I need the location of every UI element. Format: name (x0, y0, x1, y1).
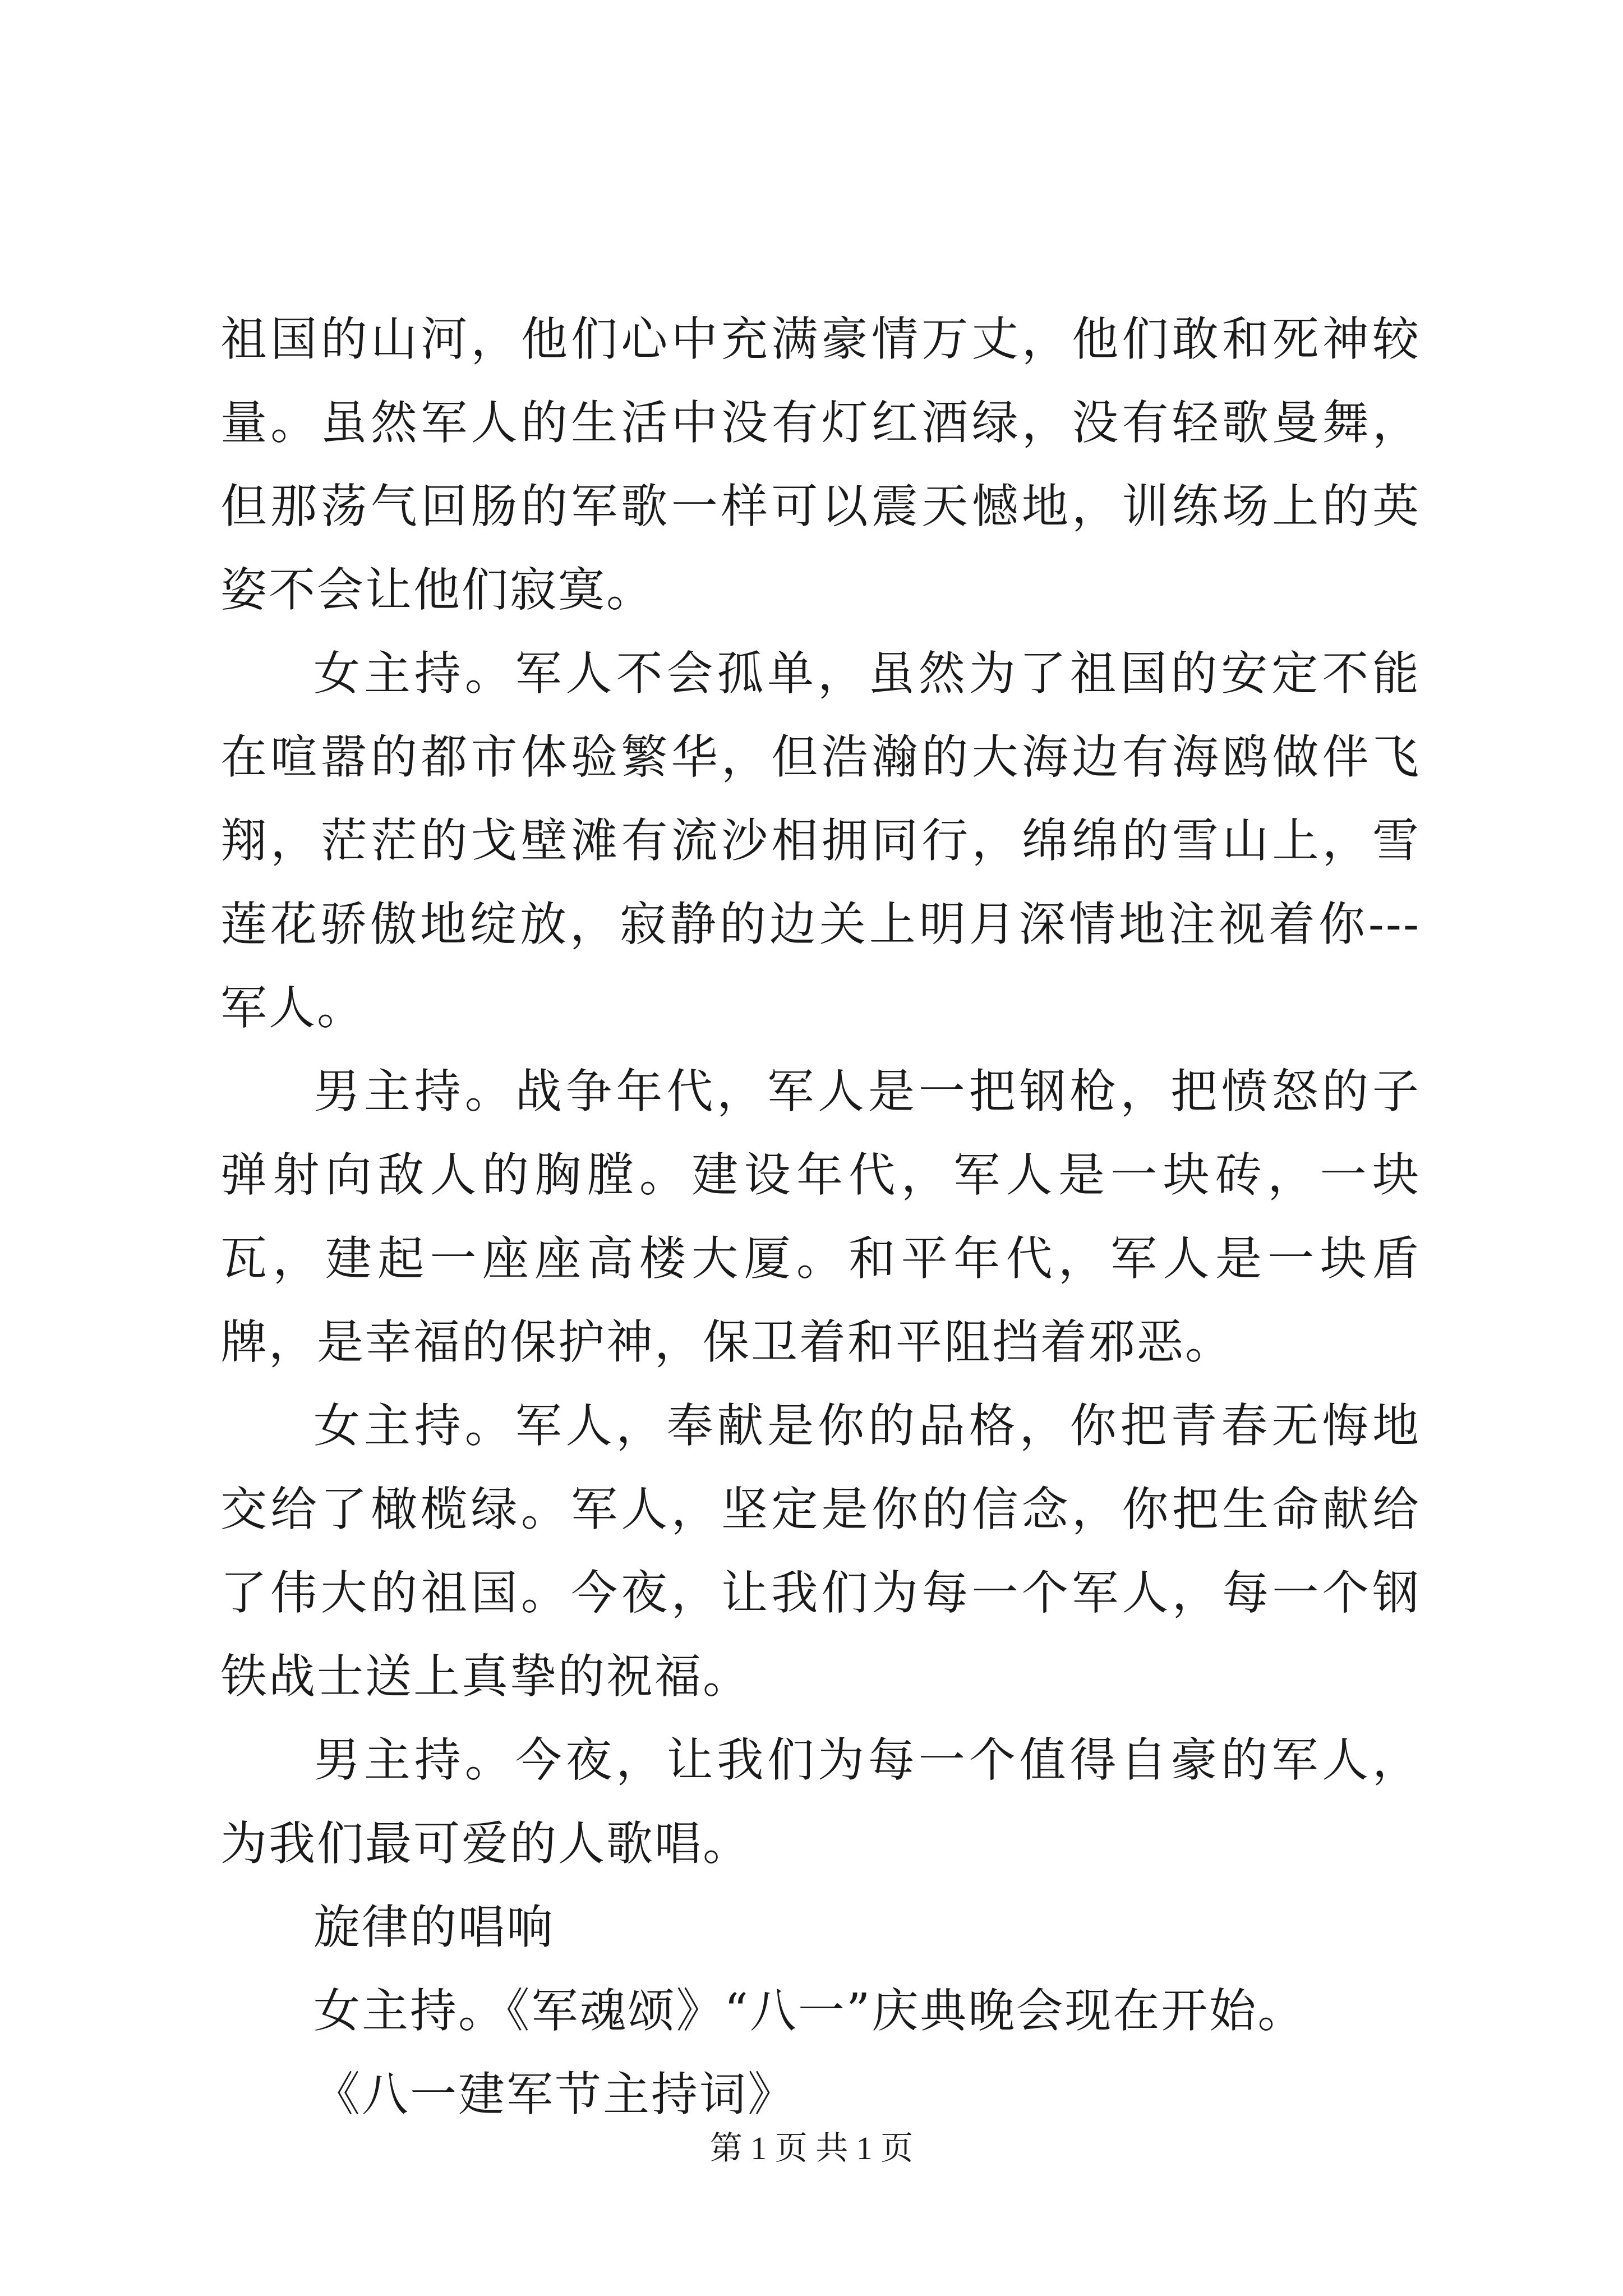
paragraph-melody-cue: 旋律的唱响 (313, 1900, 555, 1954)
document-body (220, 297, 1421, 2136)
paragraph-intro-continuation: 祖国的山河，他们心中充满豪情万丈，他们敢和死神较量。虽然军人的生活中没有灯红酒绿，没有轻歌曼舞，但那荡气回肠的军歌一样可以震天憾地，训练场上的英姿不会让他们寂寞。 (220, 312, 1421, 617)
paragraph-male-host-1: 男主持。战争年代，军人是一把钢枪，把愤怒的子弹射向敌人的胸膛。建设年代，军人是一块砖，一块瓦，建起一座座高楼大厦。和平年代，军人是一块盾牌，是幸福的保护神，保卫着和平阻挡着邪恶。 (220, 1064, 1421, 1369)
paragraph-document-title: 《八一建军节主持词》 (313, 2067, 796, 2122)
page-number-footer: 第 1 页 共 1 页 (709, 2130, 914, 2166)
paragraph-female-host-1: 女主持。军人不会孤单，虽然为了祖国的安定不能在喧嚣的都市体验繁华，但浩瀚的大海边有海鸥做伴飞翔，茫茫的戈壁滩有流沙相拥同行，绵绵的雪山上，雪莲花骄傲地绽放，寂静的边关上明月深情地注视着你---军人。 (220, 646, 1421, 1035)
paragraph-female-host-opening: 女主持。《军魂颂》“八一”庆典晚会现在开始。 (313, 1984, 1306, 2038)
paragraph-female-host-2: 女主持。军人，奉献是你的品格，你把青春无悔地交给了橄榄绿。军人，坚定是你的信念，你把生命献给了伟大的祖国。今夜，让我们为每一个军人，每一个钢铁战士送上真挚的祝福。 (220, 1398, 1421, 1704)
paragraph-male-host-2: 男主持。今夜，让我们为每一个值得自豪的军人，为我们最可爱的人歌唱。 (220, 1733, 1421, 1871)
